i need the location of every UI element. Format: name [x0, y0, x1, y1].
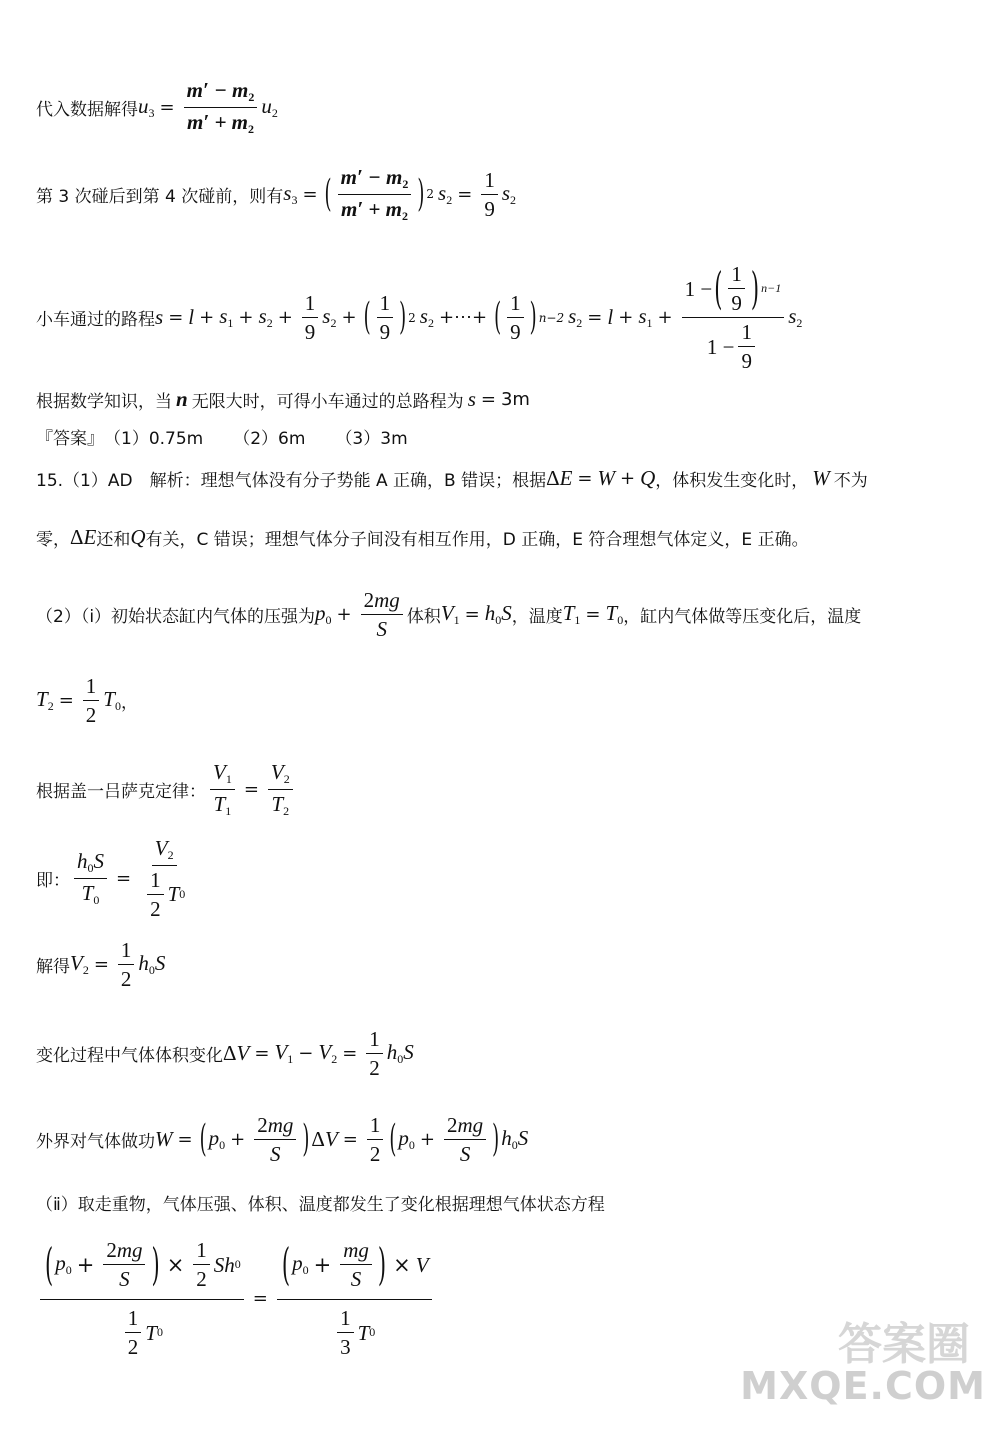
eq-ji: 即： $\frac{h_0S}{T_0}$ = $V_2$ $\frac{1}{2}$ T 0	[36, 836, 186, 921]
watermark-url: MXQE.COM	[740, 1364, 986, 1408]
watermark-logo: 答案圈	[838, 1319, 970, 1370]
q15-text-f: 有关，C 错误；理想气体分子间没有相互作用，D 正确，E 符合理想气体定义，E 正确。	[145, 530, 809, 550]
text-jiede: 解得	[36, 957, 70, 978]
text-ii: （ⅱ）取走重物，气体压强、体积、温度都发生了变化根据理想气体状态方程	[36, 1195, 605, 1215]
eq-V2: 解得 $V_2$ = $\frac{1}{2}$ $h_0S$	[36, 938, 166, 992]
q15-line-2: 零， ΔE 还和 Q 有关，C 错误；理想气体分子间没有相互作用，D 正确，E 符合理想气体定义，E 正确。	[36, 525, 809, 550]
eq-total-path: 小车通过的路程 s = l + $s_1$ + $s_2$ + $\frac{1}{9}$ $s_2$ + ( $\frac{1}{9}$ ) 2 $s_2$ +⋯+ ( $\frac{1}{9}$ ) n−2 $s_2$ = l + $s_1$ + 1 − ( $\frac{1}{9}$ ) n−1 1 − $\frac{1}{9}$ $s_2$	[36, 262, 803, 374]
q15-text-a: 15.（1）AD 解析：理想气体没有分子势能 A 正确，B 错误；根据	[36, 471, 547, 491]
answer-2: （2）6m	[233, 429, 306, 449]
q2-text-b: 体积	[406, 607, 441, 628]
text-dv: 变化过程中气体体积变化	[36, 1046, 223, 1067]
text-daiRu: 代入数据解得	[36, 99, 138, 120]
answer-1: （1）0.75m	[104, 429, 204, 449]
text-genju-shuxue: 根据数学知识，当	[36, 392, 172, 412]
q15-line-1: 15.（1）AD 解析：理想气体没有分子势能 A 正确，B 错误；根据 ΔE = W + Q ，体积发生变化时， W 不为	[36, 466, 868, 491]
text-work: 外界对气体做功	[36, 1132, 155, 1153]
total-path-value: 3m	[500, 389, 530, 410]
eq-T2: $T_2$ = $\frac{1}{2}$ $T_0$ ，	[36, 674, 138, 728]
q2-text-d: ，缸内气体做等压变化后，温度	[623, 607, 862, 628]
eq-dV: 变化过程中气体体积变化 ΔV = $V_1$ − $V_2$ = $\frac{1}{2}$ $h_0S$	[36, 1027, 414, 1081]
eq-work: 外界对气体做功 W = ( $p_0$ + $\frac{2mg}{S}$ ) ΔV = $\frac{1}{2}$ ( $p_0$ + $\frac{2mg}{S}$ ) $h_0S$	[36, 1113, 529, 1167]
eq-s3: 第 3 次碰后到第 4 次碰前，则有 $s_3$ = ( $\frac{m' - m_2}{m' + m_2}$ ) 2 $s_2$ = $\frac{1}{9}$ $s_2$	[36, 165, 517, 223]
q15-text-e: 还和	[96, 530, 131, 550]
q2-text-a: （2）（ⅰ）初始状态缸内气体的压强为	[36, 607, 316, 628]
text-law: 根据盖一吕萨克定律：	[36, 781, 206, 802]
text-xiaoche: 小车通过的路程	[36, 310, 155, 331]
answer-label: 『答案』	[36, 429, 104, 449]
text-ji: 即：	[36, 871, 70, 892]
eq-total-limit: 根据数学知识，当 n 无限大时，可得小车通过的总路程为 s = 3m	[36, 387, 530, 412]
q15-text-b: ，体积发生变化时，	[655, 471, 809, 491]
eq-state: ( $p_0$ + $\frac{2mg}{S}$ ) × $\frac{1}{2}$ Sh 0 $\frac{1}{2}$ T 0 = ( $p_0$ + $\frac{mg}{S}$ ) × V $\frac{1}{3}$ T 0	[36, 1238, 436, 1360]
answer-3: （3）3m	[335, 429, 408, 449]
answer-line	[36, 424, 408, 449]
q15-text-c: 不为	[833, 471, 868, 491]
q2-line: （2）（ⅰ）初始状态缸内气体的压强为 $p_0$ + $\frac{2mg}{S}$ 体积 $V_1$ = $h_0S$ ，温度 $T_1$ = $T_0$ ，缸内气体做等压变化后，温度	[36, 588, 862, 642]
text-di3ci: 第 3 次碰后到第 4 次碰前，则有	[36, 186, 284, 207]
text-wuxian: 无限大时，可得小车通过的总路程为	[191, 392, 464, 412]
q2-text-c: ，温度	[511, 607, 563, 628]
comma: ，	[120, 693, 138, 714]
q15-text-d: 零，	[36, 530, 70, 550]
eq-gay-lussac: 根据盖一吕萨克定律： $\frac{V_1}{T_1}$ = $\frac{V_2}{T_2}$	[36, 760, 297, 819]
eq-u3: 代入数据解得 $u_3$ = $\frac{m' - m_2}{m' + m_2}$ $u_2$	[36, 78, 278, 136]
